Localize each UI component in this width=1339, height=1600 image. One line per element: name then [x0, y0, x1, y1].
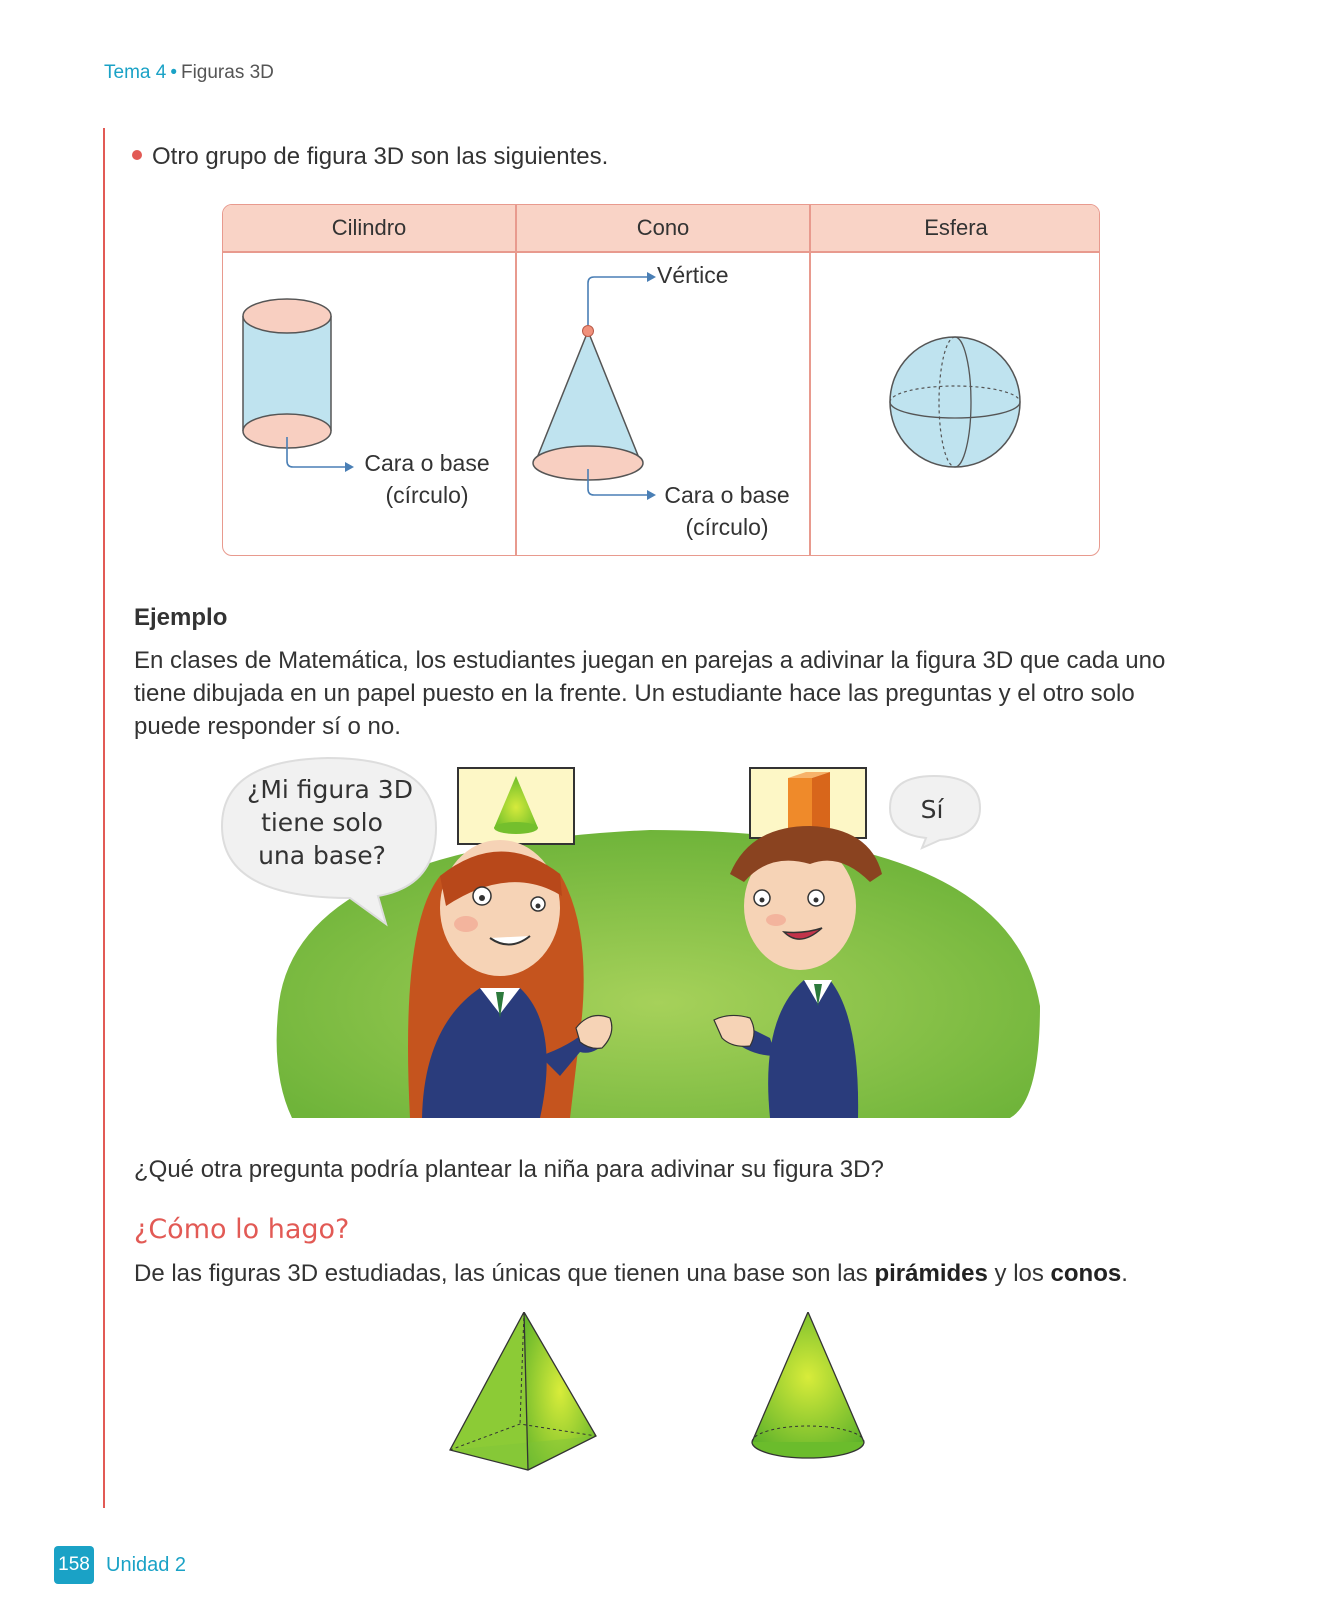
como-title: ¿Cómo lo hago?	[134, 1214, 350, 1245]
girl-card	[458, 768, 574, 844]
girl-bubble-line-2: tiene solo	[261, 808, 383, 837]
page-header	[104, 62, 274, 84]
pyramid-icon	[450, 1312, 596, 1470]
unit-label: Unidad 2	[106, 1553, 187, 1576]
cone-icon	[533, 272, 656, 500]
intro-bullet	[132, 143, 608, 171]
sphere-icon	[890, 337, 1020, 467]
vertex-label: Vértice	[657, 262, 729, 288]
intro-text: Otro grupo de figura 3D son las siguientes.	[152, 143, 609, 170]
ejemplo-text: En clases de Matemática, los estudiantes juegan en parejas a adivinar la figura 3D que cada uno tiene dibujada en un papel puesto en la frente. Un estudiante hace las preguntas y el otro solo puede responder sí o no.	[134, 647, 1166, 740]
students-illustration	[210, 756, 1050, 1118]
page-footer	[54, 1546, 186, 1584]
boy-bubble-text: Sí	[920, 795, 944, 824]
header-subtitle: Figuras 3D	[180, 62, 274, 83]
column-header-esfera: Esfera	[811, 205, 1100, 251]
cono-label: Cara o base (círculo)	[664, 482, 790, 540]
bold-conos: conos	[1050, 1260, 1122, 1287]
tema-label: Tema 4	[104, 62, 167, 83]
margin-rule	[103, 128, 105, 1508]
column-header-cilindro: Cilindro	[223, 205, 515, 251]
girl-bubble-line-1: ¿Mi figura 3D	[247, 775, 413, 804]
cone-icon	[752, 1312, 864, 1458]
girl-bubble-line-3: una base?	[258, 841, 386, 870]
cylinder-icon	[243, 299, 354, 472]
bold-piramides: pirámides	[874, 1260, 988, 1287]
question-text: ¿Qué otra pregunta podría plantear la niña para adivinar su figura 3D?	[134, 1156, 884, 1183]
como-text: De las figuras 3D estudiadas, las únicas que tienen una base son las pirámides y los conos.	[134, 1260, 1128, 1287]
cilindro-label: Cara o base (círculo)	[364, 450, 490, 508]
ejemplo-title: Ejemplo	[134, 604, 228, 631]
bullet-icon	[132, 150, 142, 160]
header-separator: •	[170, 62, 177, 83]
page-number: 158	[54, 1546, 94, 1584]
column-header-cono: Cono	[517, 205, 809, 251]
single-base-shapes	[440, 1312, 900, 1482]
shape-table	[222, 204, 1100, 556]
boy-speech-bubble	[890, 776, 980, 848]
